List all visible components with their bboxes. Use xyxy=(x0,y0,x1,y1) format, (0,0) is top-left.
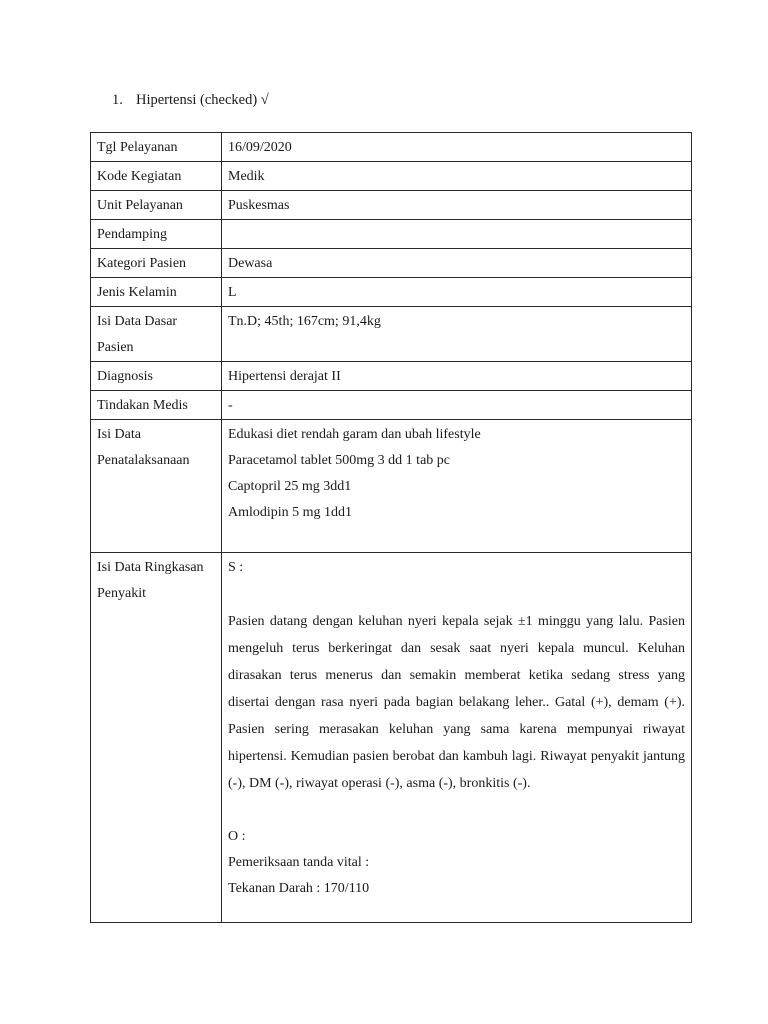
subjective-header: S : xyxy=(228,560,244,575)
row-label xyxy=(91,307,222,362)
section-title: Hipertensi (checked) √ xyxy=(136,92,269,108)
treatment-line: Edukasi diet rendah garam dan ubah lifestyle xyxy=(228,427,481,442)
section-heading xyxy=(112,92,269,109)
objective-line: Pemeriksaan tanda vital : xyxy=(228,855,370,870)
row-label: Kode Kegiatan xyxy=(91,162,222,191)
table-row xyxy=(91,307,692,362)
table-row xyxy=(91,420,692,553)
row-label: Kategori Pasien xyxy=(91,249,222,278)
table-row xyxy=(91,249,692,278)
table-row xyxy=(91,191,692,220)
row-label: Tindakan Medis xyxy=(91,391,222,420)
blank-line xyxy=(228,581,685,608)
row-value: 16/09/2020 xyxy=(222,133,692,162)
row-label: Unit Pelayanan xyxy=(91,191,222,220)
row-value: - xyxy=(222,391,692,420)
table-row xyxy=(91,391,692,420)
table-row xyxy=(91,133,692,162)
row-label-line: Isi Data Dasar xyxy=(97,314,178,329)
row-label-line: Penyakit xyxy=(97,586,146,601)
treatment-line: Paracetamol tablet 500mg 3 dd 1 tab pc xyxy=(228,453,450,468)
section-number: 1. xyxy=(112,92,123,108)
row-label xyxy=(91,420,222,553)
row-value: Dewasa xyxy=(222,249,692,278)
objective-line: Tekanan Darah : 170/110 xyxy=(228,881,370,896)
treatment-line: Captopril 25 mg 3dd1 xyxy=(228,479,352,494)
table-row xyxy=(91,220,692,249)
blank-line xyxy=(228,797,685,824)
patient-record-table xyxy=(90,132,692,923)
row-label xyxy=(91,553,222,923)
row-value: Puskesmas xyxy=(222,191,692,220)
row-value: Hipertensi derajat II xyxy=(222,362,692,391)
row-label-line: Penatalaksanaan xyxy=(97,453,190,468)
row-value: Medik xyxy=(222,162,692,191)
row-label-line: Isi Data xyxy=(97,427,141,442)
treatment-line: Amlodipin 5 mg 1dd1 xyxy=(228,505,353,520)
subjective-paragraph: Pasien datang dengan keluhan nyeri kepala sejak ±1 minggu yang lalu. Pasien mengeluh terus berkeringat dan sesak saat nyeri kepala muncul. Keluhan dirasakan terus menerus dan semakin memberat ketika sedang stress yang disertai dengan rasa nyeri pada bagian belakang leher.. Gatal (+), demam (+). Pasien sering merasakan keluhan yang sama karena mempunyai riwayat hipertensi. Kemudian pasien berobat dan kambuh lagi. Riwayat penyakit jantung (-), DM (-), riwayat operasi (-), asma (-), bronkitis (-). xyxy=(228,614,685,791)
row-label: Jenis Kelamin xyxy=(91,278,222,307)
row-label: Diagnosis xyxy=(91,362,222,391)
row-label-line: Pasien xyxy=(97,340,134,355)
row-label: Tgl Pelayanan xyxy=(91,133,222,162)
objective-header: O : xyxy=(228,829,246,844)
row-value xyxy=(222,420,692,553)
row-value: L xyxy=(222,278,692,307)
row-label: Pendamping xyxy=(91,220,222,249)
table-row xyxy=(91,553,692,923)
row-label-line: Isi Data Ringkasan xyxy=(97,560,204,575)
table-row xyxy=(91,278,692,307)
row-value xyxy=(222,220,692,249)
row-value xyxy=(222,553,692,923)
table-row xyxy=(91,162,692,191)
row-value: Tn.D; 45th; 167cm; 91,4kg xyxy=(222,307,692,362)
table-row xyxy=(91,362,692,391)
